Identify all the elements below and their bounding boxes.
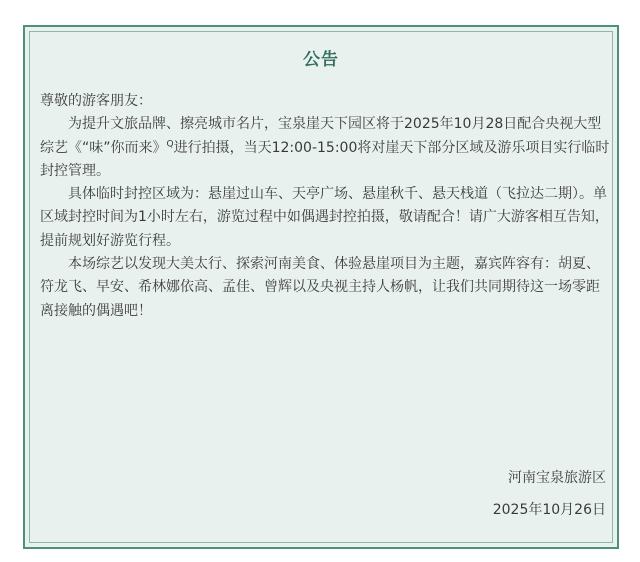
signature-organization: 河南宝泉旅游区	[508, 470, 606, 486]
notice-inner-frame	[29, 31, 613, 543]
paragraph-1-before: 为提升文旅品牌、擦亮城市名片，宝泉崖天下园区将于2025年10月28日配合央视大型综艺《“味”你而来》	[40, 116, 602, 156]
search-mark-icon: Q	[166, 138, 174, 149]
signature-date: 2025年10月26日	[492, 502, 606, 518]
notice-title: 公告	[303, 50, 339, 70]
paragraph-1	[40, 113, 612, 183]
paragraph-3: 本场综艺以发现大美太行、探索河南美食、体验悬崖项目为主题，嘉宾阵容有：胡夏、符龙飞、早安、希林娜依高、孟佳、曾辉以及央视主持人杨帆，让我们共同期待这一场零距离接触的偶遇吧！	[40, 256, 600, 319]
paragraph-1-after: 进行拍摄，当天12:00-15:00将对崖天下部分区域及游乐项目实行临时封控管理。	[40, 139, 610, 179]
notice-board	[23, 25, 619, 549]
paragraph-2: 具体临时封控区域为：悬崖过山车、天亭广场、悬崖秋千、悬天栈道（飞拉达二期）。单区域封控时间为1小时左右，游览过程中如偶遇封控拍摄，敬请配合！请广大游客相互告知，提前规划好游览行程。	[40, 186, 609, 249]
greeting: 尊敬的游客朋友：	[40, 93, 152, 109]
notice-content	[40, 90, 612, 323]
